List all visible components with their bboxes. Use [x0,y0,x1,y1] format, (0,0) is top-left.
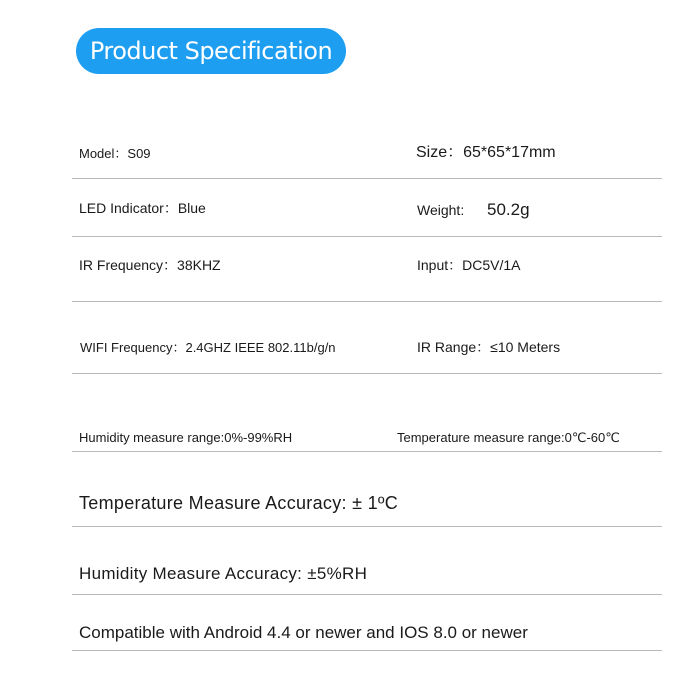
divider [72,650,662,651]
divider [72,236,662,237]
section-title-badge: Product Specification [76,28,346,74]
spec-wifi-frequency: WIFI Frequency：2.4GHZ IEEE 802.11b/g/n [80,340,336,355]
divider [72,526,662,527]
divider [72,373,662,374]
spec-weight-label: Weight: [417,202,465,218]
spec-model: Model：S09 [79,146,151,161]
divider [72,594,662,595]
divider [72,451,662,452]
spec-weight-value: 50.2g [487,200,530,219]
divider [72,178,662,179]
spec-temperature-range: Temperature measure range:0℃-60℃ [397,430,620,445]
spec-led-indicator: LED Indicator：Blue [79,200,206,216]
spec-temperature-accuracy: Temperature Measure Accuracy: ± 1ºC [79,493,399,513]
divider [72,301,662,302]
spec-compatibility: Compatible with Android 4.4 or newer and IOS 8.0 or newer [79,623,528,642]
spec-input: Input：DC5V/1A [417,257,521,273]
spec-size: Size：65*65*17mm [416,144,556,161]
spec-humidity-range: Humidity measure range:0%-99%RH [79,430,293,445]
spec-ir-range: IR Range：≤10 Meters [417,339,561,355]
spec-humidity-accuracy: Humidity Measure Accuracy: ±5%RH [79,564,368,583]
spec-ir-frequency: IR Frequency：38KHZ [79,257,221,273]
